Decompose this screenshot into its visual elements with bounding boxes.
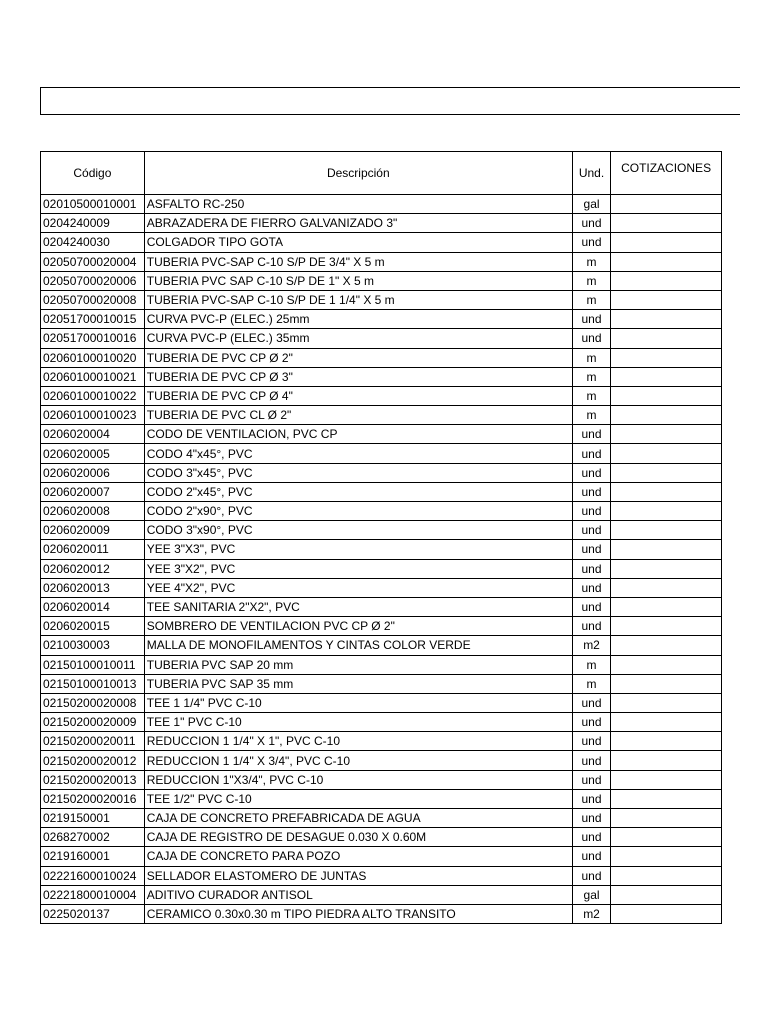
cell-unit: und <box>572 425 610 444</box>
cell-code: 02060100010020 <box>41 348 145 367</box>
cell-code: 02150100010011 <box>41 655 145 674</box>
cell-quote[interactable] <box>611 233 722 252</box>
cell-unit: und <box>572 713 610 732</box>
cell-unit: m <box>572 271 610 290</box>
cell-description: TUBERIA PVC-SAP C-10 S/P DE 3/4" X 5 m <box>144 252 572 271</box>
cell-unit: und <box>572 482 610 501</box>
cell-quote[interactable] <box>611 617 722 636</box>
cell-description: TUBERIA PVC SAP 35 mm <box>144 674 572 693</box>
cell-description: CERAMICO 0.30x0.30 m TIPO PIEDRA ALTO TRANSITO <box>144 904 572 923</box>
header-row <box>41 152 722 195</box>
cell-code: 02051700010016 <box>41 329 145 348</box>
cell-code: 02150200020008 <box>41 693 145 712</box>
cell-description: CAJA DE CONCRETO PARA POZO <box>144 847 572 866</box>
cell-unit: gal <box>572 195 610 214</box>
cell-unit: und <box>572 578 610 597</box>
cell-code: 0206020008 <box>41 502 145 521</box>
cell-description: REDUCCION 1 1/4" X 3/4", PVC C-10 <box>144 751 572 770</box>
header-quotes: COTIZACIONES <box>611 152 722 195</box>
cell-unit: und <box>572 214 610 233</box>
table-row <box>41 425 722 444</box>
cell-unit: und <box>572 502 610 521</box>
cell-unit: und <box>572 329 610 348</box>
cell-description: YEE 4"X2", PVC <box>144 578 572 597</box>
cell-description: TEE 1" PVC C-10 <box>144 713 572 732</box>
cell-unit: m <box>572 252 610 271</box>
cell-quote[interactable] <box>611 770 722 789</box>
cell-code: 02150200020011 <box>41 732 145 751</box>
cell-code: 02150200020012 <box>41 751 145 770</box>
cell-unit: und <box>572 597 610 616</box>
cell-description: CODO 2"x45°, PVC <box>144 482 572 501</box>
cell-unit: und <box>572 751 610 770</box>
cell-quote[interactable] <box>611 597 722 616</box>
table-row <box>41 233 722 252</box>
cell-quote[interactable] <box>611 406 722 425</box>
cell-unit: und <box>572 866 610 885</box>
table-row <box>41 866 722 885</box>
cell-unit: m <box>572 406 610 425</box>
cell-description: CURVA PVC-P (ELEC.) 25mm <box>144 310 572 329</box>
table-row <box>41 348 722 367</box>
cell-quote[interactable] <box>611 828 722 847</box>
cell-code: 0206020015 <box>41 617 145 636</box>
cell-description: ABRAZADERA DE FIERRO GALVANIZADO 3" <box>144 214 572 233</box>
cell-quote[interactable] <box>611 732 722 751</box>
table-row <box>41 329 722 348</box>
table-row <box>41 751 722 770</box>
cell-quote[interactable] <box>611 195 722 214</box>
cell-code: 0206020013 <box>41 578 145 597</box>
cell-code: 0206020009 <box>41 521 145 540</box>
cell-quote[interactable] <box>611 521 722 540</box>
table-row <box>41 578 722 597</box>
cell-description: CODO 3"x45°, PVC <box>144 463 572 482</box>
cell-description: TUBERIA DE PVC CP Ø 2" <box>144 348 572 367</box>
table-row <box>41 540 722 559</box>
cell-code: 0206020012 <box>41 559 145 578</box>
cell-description: CODO DE VENTILACION, PVC CP <box>144 425 572 444</box>
cell-quote[interactable] <box>611 463 722 482</box>
table-row <box>41 252 722 271</box>
cell-code: 0268270002 <box>41 828 145 847</box>
cell-quote[interactable] <box>611 290 722 309</box>
cell-quote[interactable] <box>611 713 722 732</box>
cell-unit: und <box>572 540 610 559</box>
cell-code: 0225020137 <box>41 904 145 923</box>
table-row <box>41 674 722 693</box>
header-description: Descripción <box>144 152 572 195</box>
cell-description: YEE 3"X3", PVC <box>144 540 572 559</box>
cell-unit: und <box>572 693 610 712</box>
cell-code: 02051700010015 <box>41 310 145 329</box>
cell-quote[interactable] <box>611 674 722 693</box>
cell-quote[interactable] <box>611 367 722 386</box>
cell-description: MALLA DE MONOFILAMENTOS Y CINTAS COLOR VERDE <box>144 636 572 655</box>
cell-unit: m <box>572 290 610 309</box>
cell-unit: m <box>572 367 610 386</box>
cell-unit: und <box>572 521 610 540</box>
cell-quote[interactable] <box>611 502 722 521</box>
cell-quote[interactable] <box>611 386 722 405</box>
table-row <box>41 655 722 674</box>
cell-description: TUBERIA PVC SAP C-10 S/P DE 1" X 5 m <box>144 271 572 290</box>
cell-description: SOMBRERO DE VENTILACION PVC CP Ø 2" <box>144 617 572 636</box>
cell-quote[interactable] <box>611 310 722 329</box>
cell-description: CAJA DE CONCRETO PREFABRICADA DE AGUA <box>144 809 572 828</box>
table-row <box>41 195 722 214</box>
cell-unit: und <box>572 847 610 866</box>
table-row <box>41 713 722 732</box>
cell-code: 0206020014 <box>41 597 145 616</box>
cell-description: REDUCCION 1 1/4" X 1", PVC C-10 <box>144 732 572 751</box>
cell-description: TEE SANITARIA 2"X2", PVC <box>144 597 572 616</box>
table-row <box>41 271 722 290</box>
cell-code: 0206020005 <box>41 444 145 463</box>
cell-code: 02060100010023 <box>41 406 145 425</box>
cell-quote[interactable] <box>611 348 722 367</box>
cell-quote[interactable] <box>611 809 722 828</box>
cell-unit: m <box>572 348 610 367</box>
cell-description: COLGADOR TIPO GOTA <box>144 233 572 252</box>
table-row <box>41 904 722 923</box>
cell-unit: und <box>572 463 610 482</box>
table-row <box>41 290 722 309</box>
cell-code: 02221800010004 <box>41 885 145 904</box>
cell-unit: m <box>572 655 610 674</box>
cell-unit: m2 <box>572 636 610 655</box>
cell-quote[interactable] <box>611 847 722 866</box>
cell-quote[interactable] <box>611 904 722 923</box>
table-row <box>41 386 722 405</box>
cell-unit: m <box>572 386 610 405</box>
cell-code: 02010500010001 <box>41 195 145 214</box>
table-row <box>41 597 722 616</box>
cell-unit: und <box>572 732 610 751</box>
cell-unit: m2 <box>572 904 610 923</box>
table-row <box>41 406 722 425</box>
cell-unit: und <box>572 444 610 463</box>
table-row <box>41 693 722 712</box>
cell-code: 0206020007 <box>41 482 145 501</box>
cell-description: CODO 4"x45°, PVC <box>144 444 572 463</box>
table-row <box>41 559 722 578</box>
table-row <box>41 482 722 501</box>
cell-description: TUBERIA DE PVC CP Ø 3" <box>144 367 572 386</box>
cell-description: ADITIVO CURADOR ANTISOL <box>144 885 572 904</box>
cell-quote[interactable] <box>611 214 722 233</box>
cell-quote[interactable] <box>611 636 722 655</box>
cell-unit: und <box>572 770 610 789</box>
table-row <box>41 444 722 463</box>
cell-quote[interactable] <box>611 271 722 290</box>
cell-description: CODO 3"x90°, PVC <box>144 521 572 540</box>
title-box <box>40 87 740 115</box>
cell-quote[interactable] <box>611 482 722 501</box>
cell-code: 02050700020006 <box>41 271 145 290</box>
cell-quote[interactable] <box>611 578 722 597</box>
table-row <box>41 502 722 521</box>
cell-description: CODO 2"x90°, PVC <box>144 502 572 521</box>
materials-table <box>40 151 722 924</box>
cell-quote[interactable] <box>611 751 722 770</box>
cell-quote[interactable] <box>611 252 722 271</box>
cell-code: 02060100010022 <box>41 386 145 405</box>
cell-unit: und <box>572 789 610 808</box>
table-row <box>41 847 722 866</box>
cell-unit: und <box>572 617 610 636</box>
cell-quote[interactable] <box>611 329 722 348</box>
cell-code: 02050700020004 <box>41 252 145 271</box>
cell-unit: und <box>572 559 610 578</box>
cell-quote[interactable] <box>611 444 722 463</box>
cell-description: TEE 1 1/4" PVC C-10 <box>144 693 572 712</box>
cell-code: 02150200020009 <box>41 713 145 732</box>
table-row <box>41 521 722 540</box>
cell-code: 0206020011 <box>41 540 145 559</box>
cell-code: 02150200020013 <box>41 770 145 789</box>
table-row <box>41 310 722 329</box>
cell-code: 0204240030 <box>41 233 145 252</box>
table-row <box>41 617 722 636</box>
table-row <box>41 809 722 828</box>
cell-unit: und <box>572 233 610 252</box>
cell-quote[interactable] <box>611 540 722 559</box>
cell-quote[interactable] <box>611 655 722 674</box>
cell-description: YEE 3"X2", PVC <box>144 559 572 578</box>
cell-unit: gal <box>572 885 610 904</box>
cell-code: 02150200020016 <box>41 789 145 808</box>
table-row <box>41 367 722 386</box>
cell-code: 0210030003 <box>41 636 145 655</box>
cell-description: TUBERIA PVC-SAP C-10 S/P DE 1 1/4" X 5 m <box>144 290 572 309</box>
cell-unit: und <box>572 310 610 329</box>
cell-code: 02221600010024 <box>41 866 145 885</box>
cell-description: TEE 1/2" PVC C-10 <box>144 789 572 808</box>
table-row <box>41 214 722 233</box>
cell-unit: m <box>572 674 610 693</box>
cell-code: 02050700020008 <box>41 290 145 309</box>
table-row <box>41 770 722 789</box>
cell-code: 02150100010013 <box>41 674 145 693</box>
table-row <box>41 789 722 808</box>
cell-description: CAJA DE REGISTRO DE DESAGUE 0.030 X 0.60M <box>144 828 572 847</box>
cell-description: ASFALTO RC-250 <box>144 195 572 214</box>
table-row <box>41 828 722 847</box>
table-row <box>41 885 722 904</box>
cell-unit: und <box>572 828 610 847</box>
cell-description: REDUCCION 1"X3/4", PVC C-10 <box>144 770 572 789</box>
cell-quote[interactable] <box>611 866 722 885</box>
cell-description: CURVA PVC-P (ELEC.) 35mm <box>144 329 572 348</box>
cell-quote[interactable] <box>611 425 722 444</box>
cell-code: 0219150001 <box>41 809 145 828</box>
cell-quote[interactable] <box>611 885 722 904</box>
cell-code: 02060100010021 <box>41 367 145 386</box>
cell-quote[interactable] <box>611 789 722 808</box>
cell-quote[interactable] <box>611 693 722 712</box>
table-body <box>41 195 722 924</box>
table-row <box>41 732 722 751</box>
cell-code: 0206020006 <box>41 463 145 482</box>
cell-unit: und <box>572 809 610 828</box>
cell-description: TUBERIA PVC SAP 20 mm <box>144 655 572 674</box>
header-unit: Und. <box>572 152 610 195</box>
table-row <box>41 463 722 482</box>
cell-quote[interactable] <box>611 559 722 578</box>
cell-code: 0206020004 <box>41 425 145 444</box>
table-row <box>41 636 722 655</box>
cell-description: SELLADOR ELASTOMERO DE JUNTAS <box>144 866 572 885</box>
header-code: Código <box>41 152 145 195</box>
cell-code: 0204240009 <box>41 214 145 233</box>
cell-code: 0219160001 <box>41 847 145 866</box>
cell-description: TUBERIA DE PVC CL Ø 2" <box>144 406 572 425</box>
cell-description: TUBERIA DE PVC CP Ø 4" <box>144 386 572 405</box>
